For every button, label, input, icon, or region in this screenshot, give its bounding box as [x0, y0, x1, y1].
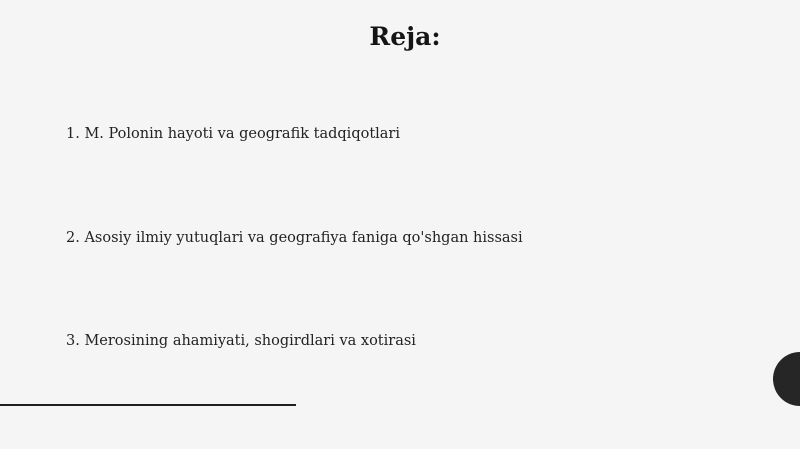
plan-item-1: 1. M. Polonin hayoti va geografik tadqiqotlari: [66, 126, 401, 142]
slide-title: Reja:: [369, 22, 441, 51]
slide-nav-button[interactable]: [773, 352, 800, 406]
slide-progress-bar: [0, 404, 296, 406]
plan-item-3: 3. Merosining ahamiyati, shogirdlari va xotirasi: [66, 333, 416, 349]
plan-item-2: 2. Asosiy ilmiy yutuqlari va geografiya faniga qo'shgan hissasi: [66, 230, 523, 246]
slide-progress-fill: [0, 404, 296, 406]
